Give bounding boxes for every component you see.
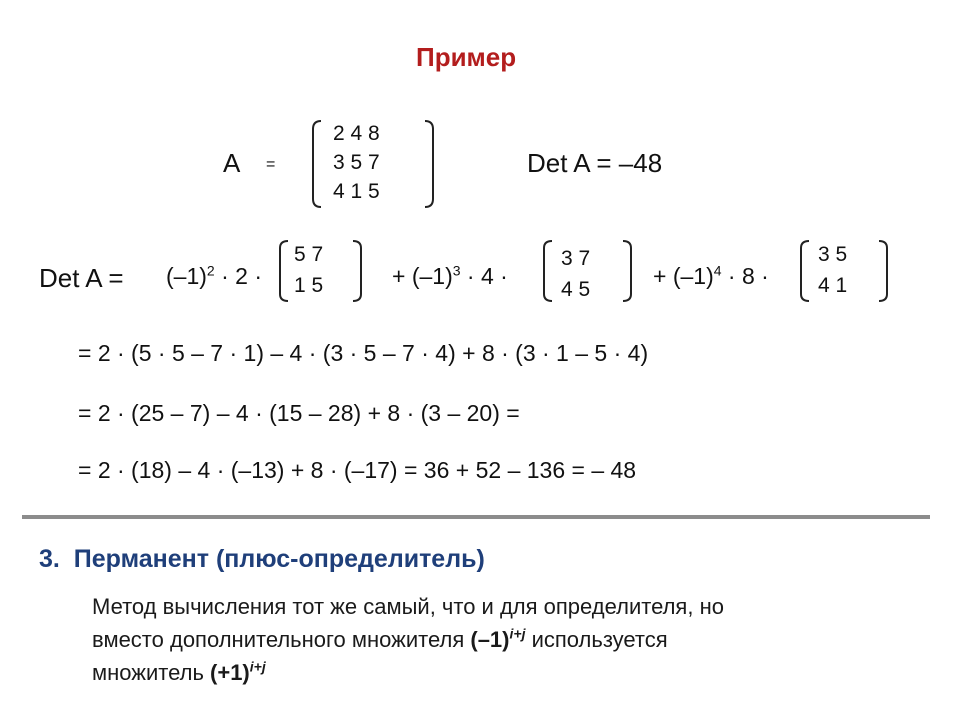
paragraph-line-2: вместо дополнительного множителя $(-1)^{i+j}$ используется bbox=[92, 625, 668, 652]
minor-1-right-bracket bbox=[352, 240, 362, 302]
minor-3-row: 4 1 bbox=[818, 274, 848, 297]
matrix-a-row: 4 1 5 bbox=[333, 180, 380, 203]
minor-2-right-bracket bbox=[622, 240, 632, 302]
det-a-result: Det A = –48 bbox=[527, 148, 663, 178]
slide-title: Пример bbox=[416, 42, 517, 72]
paragraph-line-1: Метод вычисления тот же самый, что и для определителя, но bbox=[92, 594, 724, 619]
term-1-coefficient: $(-1)^2 \cdot 2$ · bbox=[166, 262, 262, 289]
calculation-step-3: = 2 · (18) – 4 · (–13) + 8 · (–17) = 36 + 52 – 136 = – 48 bbox=[78, 457, 637, 483]
expansion-lhs: Det A = bbox=[39, 263, 124, 293]
minor-1-left-bracket bbox=[279, 240, 289, 302]
minor-3-left-bracket bbox=[800, 240, 810, 302]
minor-2-row: 3 7 bbox=[561, 247, 591, 270]
minor-2-left-bracket bbox=[543, 240, 553, 302]
matrix-a-name: A bbox=[223, 148, 241, 178]
multiplier-minus-one: (–1) bbox=[470, 627, 510, 652]
matrix-a-right-bracket bbox=[424, 120, 434, 208]
matrix-a-row: 2 4 8 bbox=[333, 122, 380, 145]
term-3-coefficient: + $(-1)^4 \cdot 8$ · bbox=[653, 262, 769, 289]
multiplier-plus-one: (+1) bbox=[210, 660, 250, 685]
calculation-step-2: = 2 · (25 – 7) – 4 · (15 – 28) + 8 · (3 – 20) = bbox=[78, 400, 520, 426]
minor-2-row: 4 5 bbox=[561, 278, 591, 301]
paragraph-line-3: множитель $(+1)^{i+j}$ bbox=[92, 658, 266, 685]
calculation-step-1: = 2 · (5 · 5 – 7 · 1) – 4 · (3 · 5 – 7 · 4) + 8 · (3 · 1 – 5 · 4) bbox=[78, 340, 649, 366]
section-heading: 3. Перманент (плюс-определитель) bbox=[39, 545, 485, 573]
term-2-coefficient: + $(-1)^3 \cdot 4$ · bbox=[392, 262, 508, 289]
minor-3-row: 3 5 bbox=[818, 243, 848, 266]
minor-1-row: 1 5 bbox=[294, 274, 324, 297]
matrix-a-equals: = bbox=[266, 156, 276, 173]
matrix-a-row: 3 5 7 bbox=[333, 151, 380, 174]
section-divider bbox=[22, 515, 930, 519]
minor-3-right-bracket bbox=[878, 240, 888, 302]
minor-1-row: 5 7 bbox=[294, 243, 324, 266]
matrix-a-left-bracket bbox=[312, 120, 322, 208]
